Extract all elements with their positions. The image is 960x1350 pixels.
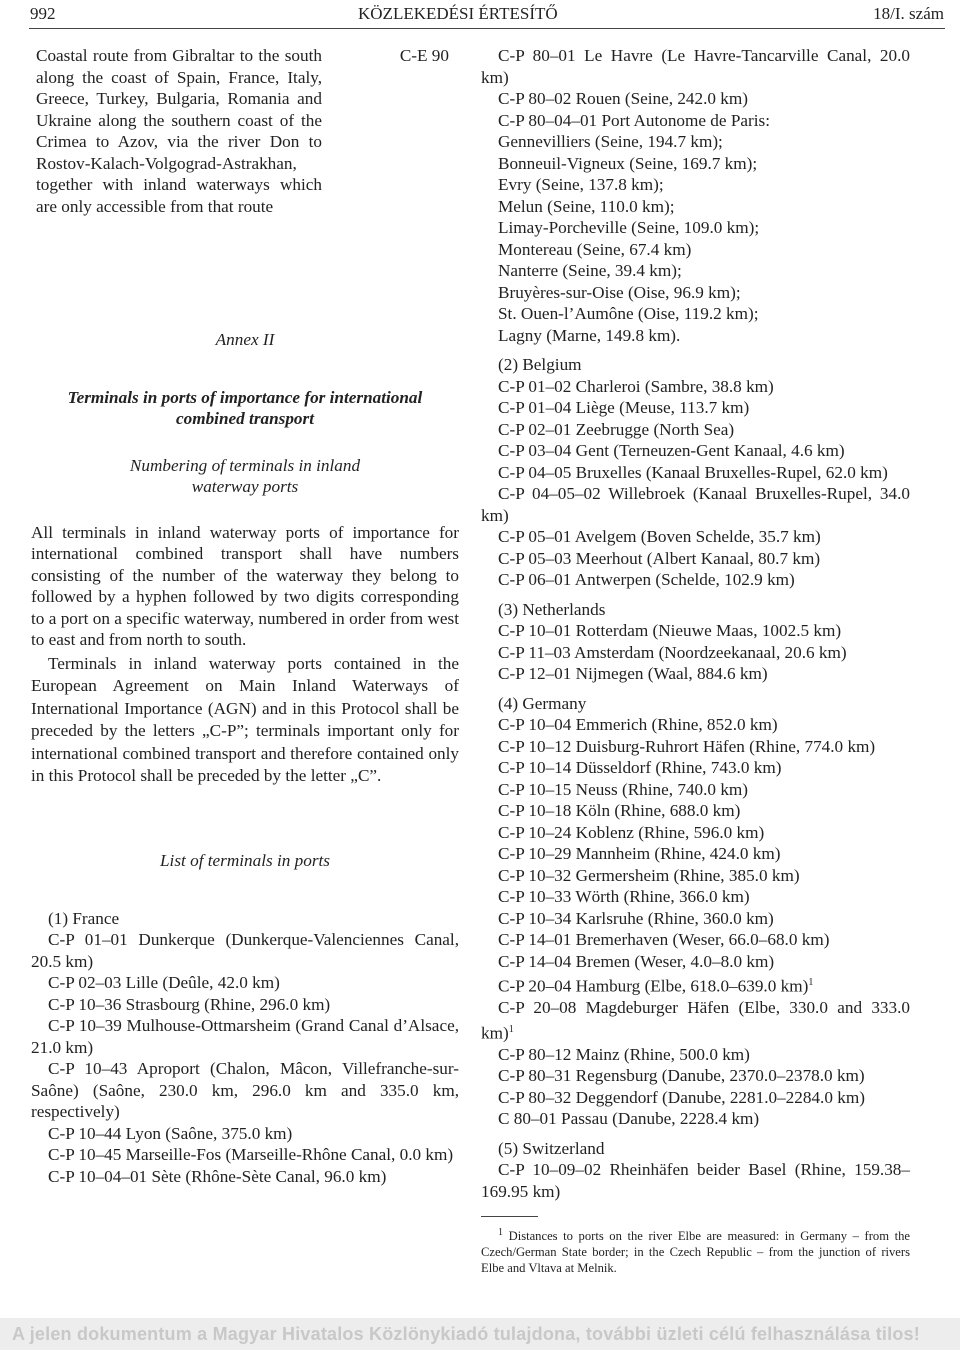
list-item: C-P 80–02 Rouen (Seine, 242.0 km) — [498, 89, 748, 108]
list-item: C-P 10–04 Emmerich (Rhine, 852.0 km) — [498, 715, 778, 734]
list-item: Montereau (Seine, 67.4 km) — [498, 239, 692, 259]
footnote — [481, 1225, 910, 1276]
issue-number: 18/I. szám — [873, 4, 944, 23]
left-column — [31, 45, 459, 1187]
list-item: C-P 10–33 Wörth (Rhine, 366.0 km) — [498, 887, 750, 906]
route-code: C-E 90 — [399, 46, 449, 65]
list-item: C-P 10–45 Marseille-Fos (Marseille-Rhône Canal, 0.0 km) — [48, 1145, 454, 1165]
germany-list-continued — [481, 1044, 910, 1130]
annex-title-line1: Terminals in ports of importance for international — [67, 387, 423, 407]
list-item: C-P 01–04 Liège (Meuse, 113.7 km) — [498, 398, 750, 417]
list-item: C-P 02–03 Lille (Deûle, 42.0 km) — [48, 973, 280, 993]
list-item: C-P 10–39 Mulhouse-Ottmarsheim (Grand Canal d’Alsace, 21.0 km) — [31, 1016, 459, 1057]
list-item: C-P 12–01 Nijmegen (Waal, 884.6 km) — [498, 664, 768, 683]
annex-title-line2: combined transport — [176, 409, 314, 428]
belgium-heading: (2) Belgium — [498, 355, 582, 374]
annex-label: Annex II — [215, 330, 275, 349]
germany-heading: (4) Germany — [498, 693, 587, 713]
list-item: C-P 10–44 Lyon (Saône, 375.0 km) — [48, 1123, 293, 1143]
france-continued-list — [481, 45, 910, 346]
list-item: C-P 04–05–02 Willebroek (Kanaal Bruxelles-Rupel, 34.0 km) — [481, 484, 910, 525]
list-item: C-P 10–04–01 Sète (Rhône-Sète Canal, 96.0 km) — [48, 1166, 387, 1186]
list-item: C-P 10–12 Duisburg-Ruhrort Häfen (Rhine, 774.0 km) — [498, 736, 876, 756]
belgium-list — [481, 376, 910, 591]
journal-title: KÖZLEKEDÉSI ÉRTESÍTŐ — [358, 4, 558, 23]
list-item: C-P 10–09–02 Rheinhäfen beider Basel (Rhine, 159.38–169.95 km) — [481, 1160, 910, 1201]
numbering-heading-line2: waterway ports — [191, 477, 299, 496]
list-item: St. Ouen-l’Aumône (Oise, 119.2 km); — [498, 304, 759, 323]
list-item: C-P 11–03 Amsterdam (Noordzeekanaal, 20.6 km) — [498, 642, 847, 662]
list-item: C-P 10–24 Koblenz (Rhine, 596.0 km) — [498, 822, 765, 842]
netherlands-list — [481, 620, 910, 685]
list-item: Lagny (Marne, 149.8 km). — [498, 325, 681, 345]
list-item: C-P 01–01 Dunkerque (Dunkerque-Valenciennes Canal, 20.5 km) — [31, 930, 459, 971]
intro-paragraph-1: All terminals in inland waterway ports of importance for international combined transport shall have numbers consisting of the number of the waterway they belong to followed by a hyphen followed by two digits corresponding to a port on a specific waterway, numbered in order from west to east and from north to south. — [31, 522, 459, 649]
list-item: C-P 80–32 Deggendorf (Danube, 2281.0–2284.0 km) — [498, 1087, 865, 1107]
footnote-text: Distances to ports on the river Elbe are measured: in Germany – from the Czech/German State border; in the Czech Republic – from the junction of rivers Elbe and Vltava at Melnik. — [481, 1229, 910, 1275]
list-item: C-P 80–01 Le Havre (Le Havre-Tancarville Canal, 20.0 km) — [481, 46, 910, 87]
list-item: C-P 05–01 Avelgem (Boven Schelde, 35.7 km) — [498, 527, 821, 546]
page-header — [0, 0, 960, 40]
ownership-banner: A jelen dokumentum a Magyar Hivatalos Közlönykiadó tulajdona, további üzleti célú felhasználása tilos! — [0, 1318, 960, 1350]
netherlands-heading: (3) Netherlands — [498, 599, 606, 619]
list-item: Limay-Porcheville (Seine, 109.0 km); — [498, 218, 760, 237]
footnote-rule — [481, 1216, 538, 1217]
germany-list — [481, 714, 910, 972]
list-item: C-P 10–15 Neuss (Rhine, 740.0 km) — [498, 779, 749, 799]
list-title: List of terminals in ports — [160, 851, 330, 871]
list-item: C-P 14–04 Bremen (Weser, 4.0–8.0 km) — [498, 951, 775, 971]
list-item: C-P 10–43 Aproport (Chalon, Mâcon, Villefranche-sur-Saône) (Saône, 230.0 km, 296.0 km and 335.0 km, respectively) — [31, 1059, 459, 1122]
list-item: C-P 03–04 Gent (Terneuzen-Gent Kanaal, 4.6 km) — [498, 441, 845, 460]
switzerland-list — [481, 1159, 910, 1202]
list-item: C-P 04–05 Bruxelles (Kanaal Bruxelles-Rupel, 62.0 km) — [498, 462, 888, 482]
list-item: C-P 10–34 Karlsruhe (Rhine, 360.0 km) — [498, 908, 774, 928]
route-description: Coastal route from Gibraltar to the south along the coast of Spain, France, Italy, Greece, Turkey, Bulgaria, Romania and Ukraine along the southern coast of the Crimea to Azov, via the river Don to Rostov-Kalach-Volgograd-Astrakhan, together with inland waterways which are only accessible from that route — [36, 46, 322, 216]
footnote-reference: 1 — [808, 977, 814, 988]
list-item: C-P 10–29 Mannheim (Rhine, 424.0 km) — [498, 844, 781, 863]
footnote-reference: 1 — [508, 1023, 514, 1035]
list-item-magdeburg — [481, 997, 910, 1044]
list-item: Gennevilliers (Seine, 194.7 km); — [498, 132, 723, 151]
list-item: C-P 10–36 Strasbourg (Rhine, 296.0 km) — [48, 994, 331, 1014]
list-item: C-P 10–32 Germersheim (Rhine, 385.0 km) — [498, 865, 800, 885]
list-item: Nanterre (Seine, 39.4 km); — [498, 261, 682, 280]
list-item: Bruyères-sur-Oise (Oise, 96.9 km); — [498, 282, 741, 302]
header-rule — [29, 28, 945, 29]
right-column — [481, 45, 910, 1276]
france-list — [31, 929, 459, 1187]
list-item: C-P 10–14 Düsseldorf (Rhine, 743.0 km) — [498, 758, 782, 777]
list-item: C-P 10–01 Rotterdam (Nieuwe Maas, 1002.5 km) — [498, 621, 842, 640]
list-item: Bonneuil-Vigneux (Seine, 169.7 km); — [498, 153, 758, 173]
hamburg-text: C-P 20–04 Hamburg (Elbe, 618.0–639.0 km) — [498, 976, 809, 996]
list-item: Melun (Seine, 110.0 km); — [498, 196, 675, 216]
page-number: 992 — [30, 4, 56, 23]
numbering-heading-line1: Numbering of terminals in inland — [129, 455, 361, 475]
list-item: C-P 10–18 Köln (Rhine, 688.0 km) — [498, 801, 741, 820]
list-item: C-P 14–01 Bremerhaven (Weser, 66.0–68.0 km) — [498, 930, 830, 949]
list-item: C-P 06–01 Antwerpen (Schelde, 102.9 km) — [498, 570, 795, 589]
list-item: C 80–01 Passau (Danube, 2228.4 km) — [498, 1109, 760, 1129]
route-block — [31, 45, 459, 245]
list-item: C-P 80–31 Regensburg (Danube, 2370.0–2378.0 km) — [498, 1066, 865, 1086]
france-heading: (1) France — [48, 908, 120, 928]
list-item: C-P 80–12 Mainz (Rhine, 500.0 km) — [498, 1044, 750, 1064]
magdeburg-text: C-P 20–08 Magdeburger Häfen (Elbe, 330.0 and 333.0 km) — [481, 998, 910, 1043]
intro-paragraph-2: Terminals in inland waterway ports contained in the European Agreement on Main Inland Waterways of International Importance (AGN) and in this Protocol shall be preceded by the letters „C-P”; terminals important only for international combined transport and therefore contained only in this Protocol shall be preceded by the letter „C”. — [31, 653, 459, 786]
list-item-hamburg — [481, 972, 910, 997]
switzerland-heading: (5) Switzerland — [498, 1138, 605, 1158]
list-item: C-P 80–04–01 Port Autonome de Paris: — [498, 110, 770, 130]
list-item: C-P 01–02 Charleroi (Sambre, 38.8 km) — [498, 376, 774, 396]
list-item: Evry (Seine, 137.8 km); — [498, 175, 664, 194]
list-item: C-P 02–01 Zeebrugge (North Sea) — [498, 419, 735, 439]
footnote-number: 1 — [498, 1227, 503, 1239]
list-item: C-P 05–03 Meerhout (Albert Kanaal, 80.7 km) — [498, 548, 821, 568]
